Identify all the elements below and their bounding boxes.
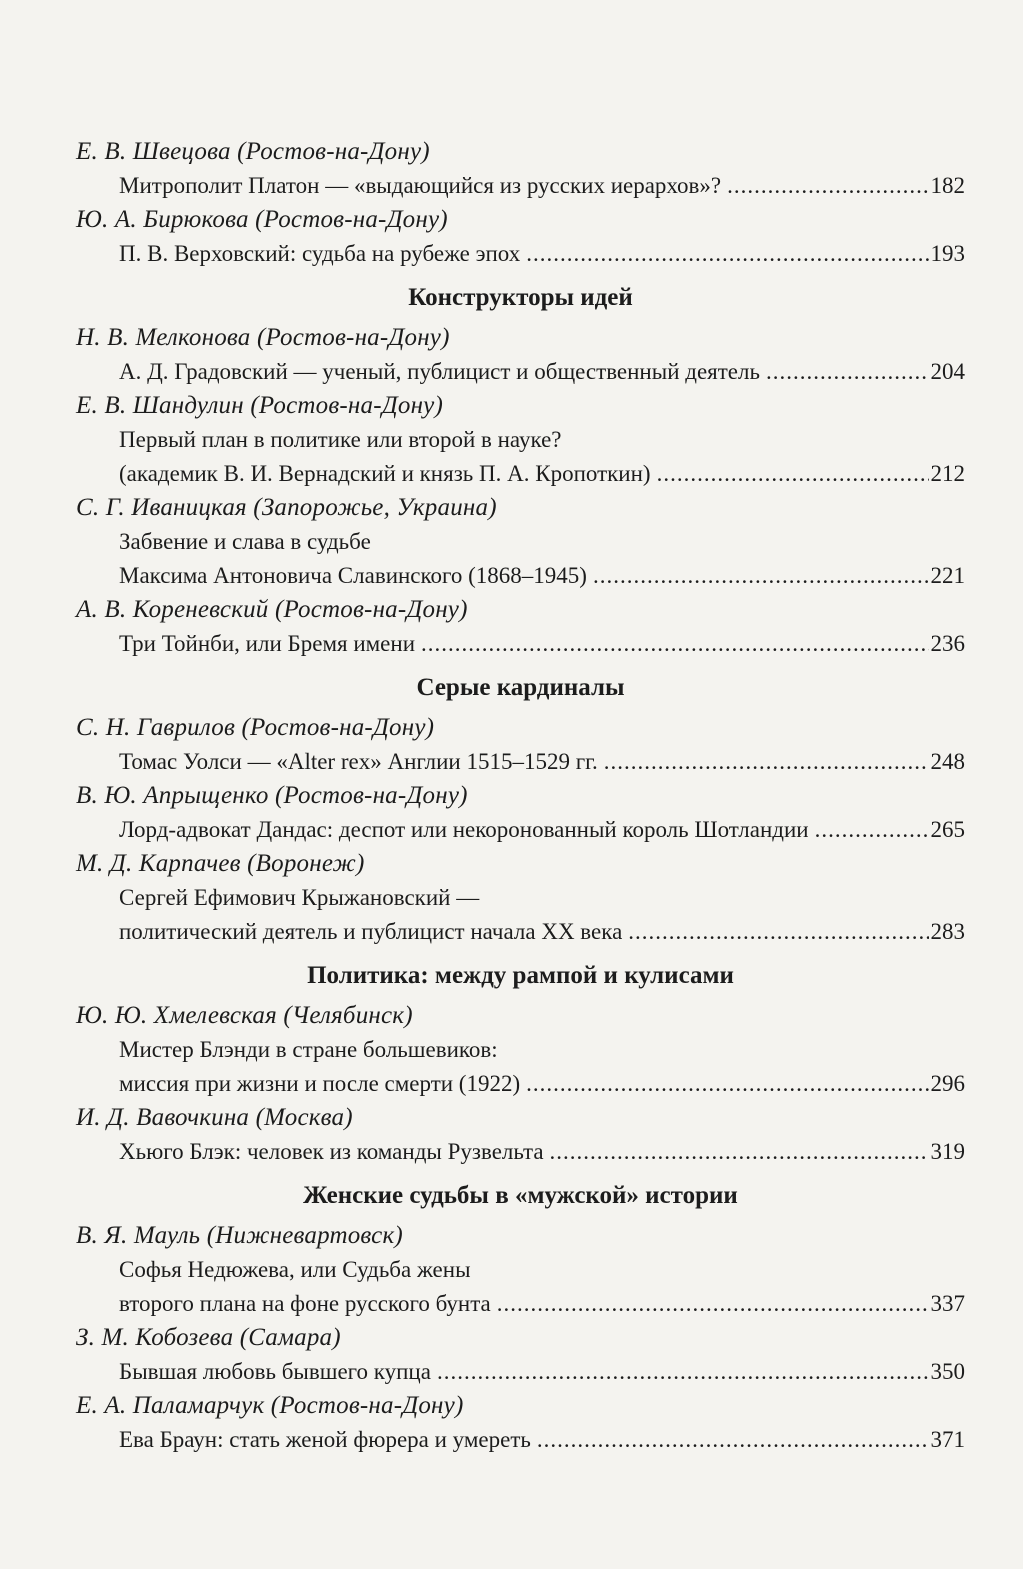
page-number: 265	[930, 817, 965, 842]
dot-leader	[727, 169, 928, 203]
toc-entry	[76, 779, 965, 847]
entry-title-text: Митрополит Платон — «выдающийся из русских иерархов»?	[119, 173, 722, 198]
entry-author: Ю. А. Бирюкова (Ростов-на-Дону)	[76, 206, 448, 233]
page-number: 319	[930, 1139, 965, 1164]
entry-title-text: Томас Уолси — «Alter rex» Англии 1515–1529 гг.	[119, 749, 598, 774]
entry-title-text: Ева Браун: стать женой фюрера и умереть	[119, 1427, 531, 1452]
page-number: 371	[930, 1427, 965, 1452]
entry-author: С. Н. Гаврилов (Ростов-на-Дону)	[76, 714, 435, 741]
entry-title-line: Забвение и слава в судьбе	[119, 529, 371, 554]
dot-leader	[537, 1423, 929, 1457]
page-number: 204	[930, 359, 965, 384]
entry-title-text: Три Тойнби, или Бремя имени	[119, 631, 416, 656]
page-number: 221	[930, 563, 965, 588]
entry-title-text: Лорд-адвокат Дандас: деспот или некоронованный король Шотландии	[119, 817, 809, 842]
entry-title-text: Хьюго Блэк: человек из команды Рузвельта	[119, 1139, 544, 1164]
entry-title-text: второго плана на фоне русского бунта	[119, 1291, 491, 1316]
entry-title-line: Мистер Блэнди в стране большевиков:	[119, 1037, 498, 1062]
entry-title-line	[76, 355, 965, 389]
entry-author: З. М. Кобозева (Самара)	[76, 1324, 341, 1351]
toc-entry	[76, 203, 965, 271]
entry-author: И. Д. Вавочкина (Москва)	[76, 1104, 353, 1131]
entry-title-line	[76, 1067, 965, 1101]
dot-leader	[766, 355, 929, 389]
dot-leader	[526, 237, 928, 271]
entry-title-line	[76, 1287, 965, 1321]
toc-entry	[76, 389, 965, 491]
dot-leader	[421, 627, 928, 661]
toc-entry	[76, 1389, 965, 1457]
toc-entry	[76, 711, 965, 779]
toc-entry	[76, 491, 965, 593]
page-number: 193	[930, 241, 965, 266]
entry-title-line	[76, 813, 965, 847]
entry-title-text: А. Д. Градовский — ученый, публицист и общественный деятель	[119, 359, 760, 384]
toc-entry	[76, 135, 965, 203]
entry-title-line	[76, 745, 965, 779]
entry-author: М. Д. Карпачев (Воронеж)	[76, 850, 365, 877]
section-heading: Политика: между рампой и кулисами	[307, 962, 734, 989]
entry-title-text: Максима Антоновича Славинского (1868–1945)	[119, 563, 587, 588]
section-heading: Женские судьбы в «мужской» истории	[303, 1182, 738, 1209]
entry-title-line: Первый план в политике или второй в науке?	[119, 427, 562, 452]
entry-author: В. Я. Мауль (Нижневартовск)	[76, 1222, 403, 1249]
entry-title-line: Сергей Ефимович Крыжановский —	[119, 885, 480, 910]
toc-entry	[76, 1321, 965, 1389]
entry-title-text: политический деятель и публицист начала XX века	[119, 919, 623, 944]
entry-title-line	[76, 627, 965, 661]
dot-leader	[657, 457, 929, 491]
page-number: 283	[930, 919, 965, 944]
dot-leader	[593, 559, 929, 593]
toc-entry	[76, 1101, 965, 1169]
entry-title-text: миссия при жизни и после смерти (1922)	[119, 1071, 521, 1096]
toc-entry	[76, 847, 965, 949]
entry-author: Ю. Ю. Хмелевская (Челябинск)	[76, 1002, 413, 1029]
toc-entry	[76, 321, 965, 389]
dot-leader	[437, 1355, 929, 1389]
section-heading: Конструкторы идей	[408, 284, 633, 311]
entry-title-line	[76, 457, 965, 491]
entry-title-line: Софья Недюжева, или Судьба жены	[119, 1257, 471, 1282]
dot-leader	[628, 915, 928, 949]
entry-title-line	[76, 1135, 965, 1169]
entry-title-text: Бывшая любовь бывшего купца	[119, 1359, 431, 1384]
toc-entry	[76, 1219, 965, 1321]
entry-author: С. Г. Иваницкая (Запорожье, Украина)	[76, 494, 497, 521]
page-number: 350	[930, 1359, 965, 1384]
entry-title-text: П. В. Верховский: судьба на рубеже эпох	[119, 241, 521, 266]
page-number: 248	[930, 749, 965, 774]
section-heading: Серые кардиналы	[416, 674, 625, 701]
entry-title-line	[76, 1355, 965, 1389]
toc-entry	[76, 999, 965, 1101]
entry-author: А. В. Кореневский (Ростов-на-Дону)	[76, 596, 468, 623]
page-number: 236	[930, 631, 965, 656]
dot-leader	[497, 1287, 929, 1321]
toc-entry	[76, 593, 965, 661]
entry-author: Е. В. Шандулин (Ростов-на-Дону)	[76, 392, 443, 419]
dot-leader	[815, 813, 929, 847]
dot-leader	[604, 745, 929, 779]
entry-author: Е. А. Паламарчук (Ростов-на-Дону)	[76, 1392, 464, 1419]
dot-leader	[526, 1067, 928, 1101]
entry-author: Н. В. Мелконова (Ростов-на-Дону)	[76, 324, 450, 351]
entry-author: Е. В. Швецова (Ростов-на-Дону)	[76, 138, 430, 165]
dot-leader	[550, 1135, 929, 1169]
entry-title-line	[76, 237, 965, 271]
page-number: 296	[930, 1071, 965, 1096]
page-number: 182	[930, 173, 965, 198]
entry-title-line	[76, 169, 965, 203]
page-number: 212	[930, 461, 965, 486]
entry-title-text: (академик В. И. Вернадский и князь П. А. Кропоткин)	[119, 461, 651, 486]
page-number: 337	[930, 1291, 965, 1316]
table-of-contents	[76, 135, 965, 1457]
entry-title-line	[76, 559, 965, 593]
entry-title-line	[76, 1423, 965, 1457]
entry-title-line	[76, 915, 965, 949]
entry-author: В. Ю. Апрыщенко (Ростов-на-Дону)	[76, 782, 468, 809]
